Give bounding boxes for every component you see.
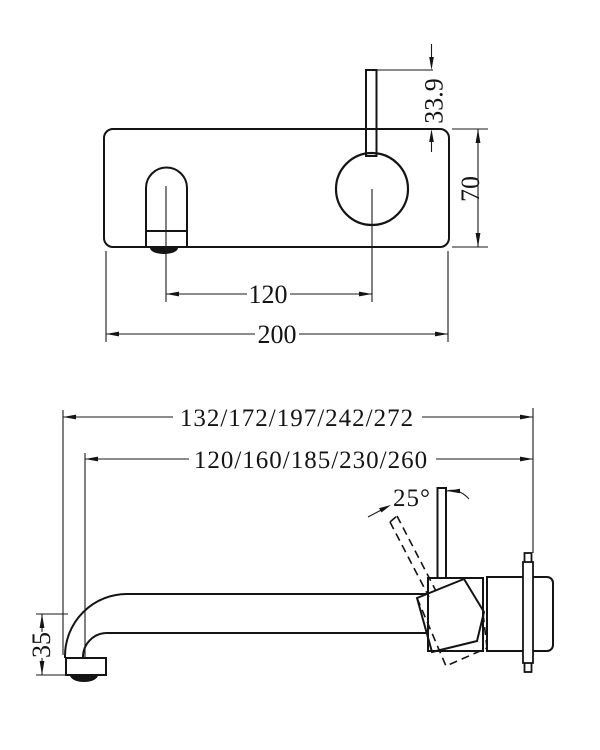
dim-text-spout-lengths: 120/160/185/230/260 xyxy=(193,447,429,474)
dim-text-spacing: 120 xyxy=(248,280,288,309)
flange-plate xyxy=(523,562,533,663)
dim-text-overall-lengths: 132/172/197/242/272 xyxy=(179,405,415,432)
dim-text-handle-offset: 33.9 xyxy=(419,78,449,124)
dim-text-plate-height: 70 xyxy=(456,176,485,202)
dim-text-spout-drop: 35 xyxy=(27,632,56,658)
dim-text-plate-width: 200 xyxy=(257,320,297,349)
dim-text-handle-angle: 25° xyxy=(393,485,431,512)
wall-flange-side xyxy=(523,553,533,672)
